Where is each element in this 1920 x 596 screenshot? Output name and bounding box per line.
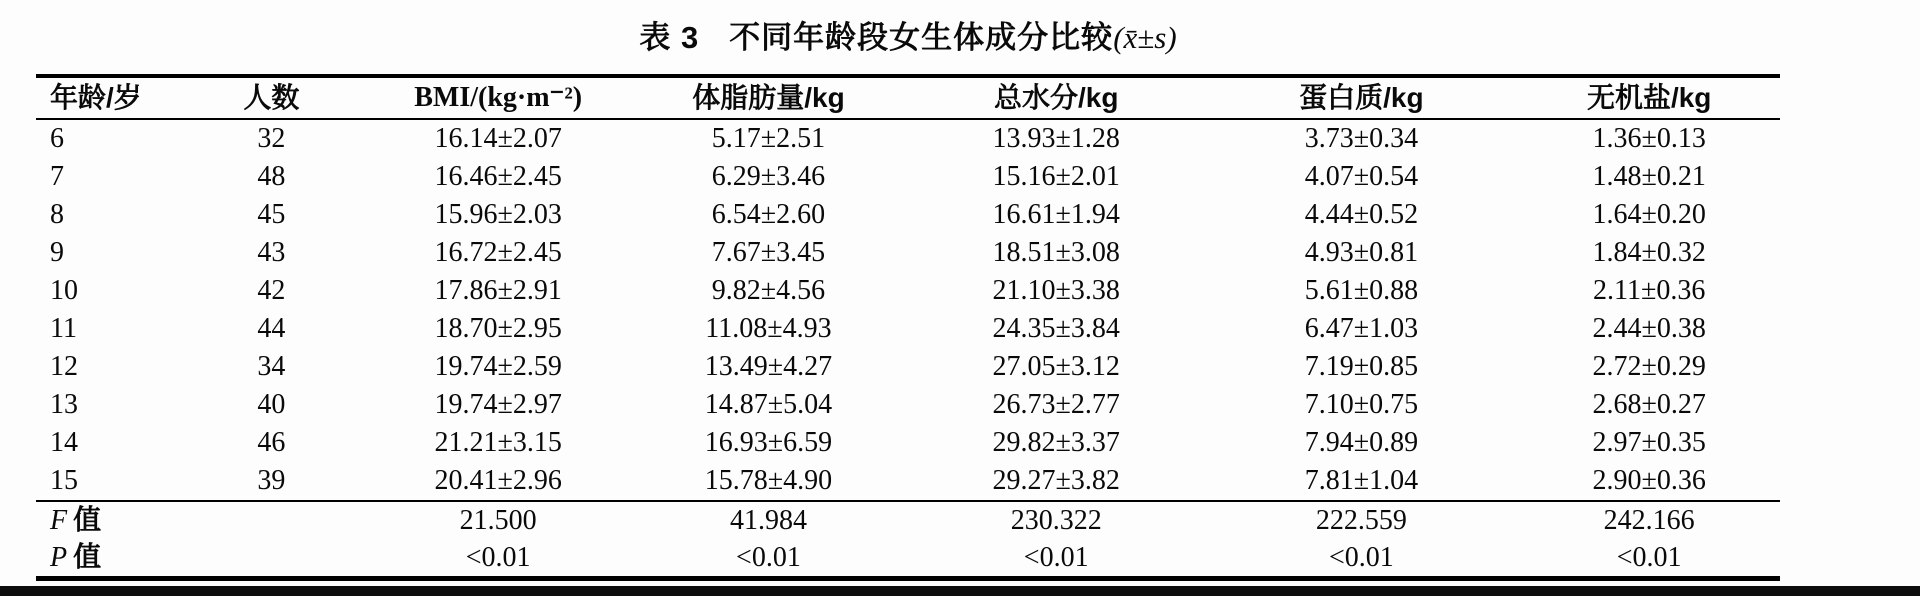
cell-water: 27.05±3.12 [992,351,1120,382]
cell-bodyfat: 7.67±3.45 [711,237,826,268]
cell-bodyfat: 13.49±4.27 [704,351,833,382]
cell-water: 26.73±2.77 [992,389,1120,420]
cell-water: 24.35±3.84 [992,313,1120,344]
cell-protein: 7.10±0.75 [1304,389,1419,420]
cell-protein: 6.47±1.03 [1304,313,1419,344]
col-header-age: 年龄/岁 [50,82,142,113]
cell-bodyfat: 6.54±2.60 [711,199,826,230]
cell-mineral: 2.97±0.35 [1592,427,1706,458]
cell-age: 6 [50,123,64,154]
cell-protein: 7.81±1.04 [1304,465,1419,496]
p-cell-mineral: <0.01 [1616,541,1682,573]
table-title-stat-notation: (x̄±s) [1113,20,1177,55]
cell-mineral: 1.48±0.21 [1592,161,1706,192]
p-cell-empty [176,539,368,579]
col-header-water: 总水分/kg [993,82,1119,113]
f-value-row [36,501,1780,539]
f-cell-empty [176,501,368,539]
cell-mineral: 2.44±0.38 [1592,313,1706,344]
p-cell-water: <0.01 [1023,541,1089,573]
cell-age: 11 [50,313,77,344]
table-row [36,310,1780,348]
f-cell-protein: 222.559 [1315,504,1407,536]
cell-count: 40 [257,389,286,420]
cell-mineral: 2.72±0.29 [1592,351,1706,382]
body-composition-table [36,74,1780,581]
cell-count: 39 [257,465,286,496]
p-value-row [36,539,1780,579]
col-header-bmi: BMI/(kg·m⁻²) [414,82,583,113]
cell-mineral: 1.36±0.13 [1592,123,1706,154]
cell-bodyfat: 11.08±4.93 [705,313,832,344]
cell-bmi: 16.72±2.45 [434,237,562,268]
cell-bmi: 16.46±2.45 [434,161,562,192]
cell-count: 32 [257,123,286,154]
table-title [36,12,1780,57]
cell-mineral: 1.64±0.20 [1592,199,1706,230]
cell-age: 7 [50,161,64,192]
cell-mineral: 2.90±0.36 [1592,465,1706,496]
cell-bmi: 18.70±2.95 [434,313,562,344]
p-cell-protein: <0.01 [1328,541,1394,573]
cell-water: 13.93±1.28 [992,123,1120,154]
cell-age: 15 [50,465,78,496]
cell-bmi: 17.86±2.91 [434,275,562,306]
cell-mineral: 2.68±0.27 [1592,389,1706,420]
cell-age: 9 [50,237,64,268]
f-symbol: F [50,505,68,536]
cell-mineral: 2.11±0.36 [1593,275,1706,306]
table-row [36,158,1780,196]
table-number-label: 表 3 [639,20,700,55]
table-row [36,272,1780,310]
cell-age: 10 [50,275,78,306]
cell-water: 29.82±3.37 [992,427,1120,458]
p-cell-bmi: <0.01 [465,541,531,573]
f-cell-water: 230.322 [1010,504,1102,536]
p-cell-bodyfat: <0.01 [736,541,801,573]
cell-protein: 4.07±0.54 [1304,161,1419,192]
cell-count: 48 [257,161,286,192]
cell-count: 45 [257,199,286,230]
cell-age: 12 [50,351,78,382]
cell-bmi: 15.96±2.03 [434,199,562,230]
cell-bodyfat: 14.87±5.04 [704,389,833,420]
header-row [36,76,1780,119]
cell-protein: 4.93±0.81 [1304,237,1419,268]
p-label-suffix: 值 [73,541,102,572]
cell-protein: 3.73±0.34 [1304,123,1419,154]
cell-bodyfat: 16.93±6.59 [704,427,833,458]
cell-bmi: 21.21±3.15 [434,427,562,458]
f-row-label [36,501,176,539]
col-header-count: 人数 [243,82,300,113]
cell-water: 15.16±2.01 [992,161,1120,192]
col-header-protein: 蛋白质/kg [1299,82,1424,113]
cell-count: 46 [257,427,286,458]
cell-bmi: 19.74±2.97 [434,389,562,420]
cell-bmi: 19.74±2.59 [434,351,562,382]
f-cell-bodyfat: 41.984 [729,504,807,536]
table-row [36,386,1780,424]
cell-protein: 7.19±0.85 [1304,351,1419,382]
cell-protein: 4.44±0.52 [1304,199,1419,230]
table-title-text: 不同年龄段女生体成分比较 [729,20,1114,55]
cell-bmi: 16.14±2.07 [434,123,562,154]
cell-protein: 5.61±0.88 [1304,275,1419,306]
table-row [36,462,1780,501]
cell-bmi: 20.41±2.96 [434,465,562,496]
cell-count: 34 [257,351,286,382]
cell-protein: 7.94±0.89 [1304,427,1419,458]
cell-bodyfat: 5.17±2.51 [711,123,826,154]
cell-water: 18.51±3.08 [992,237,1120,268]
cell-count: 43 [257,237,286,268]
cell-water: 29.27±3.82 [992,465,1120,496]
cell-bodyfat: 15.78±4.90 [704,465,833,496]
cell-bodyfat: 9.82±4.56 [711,275,826,306]
cell-water: 21.10±3.38 [992,275,1120,306]
cell-age: 13 [50,389,78,420]
cell-age: 8 [50,199,64,230]
cell-mineral: 1.84±0.32 [1592,237,1706,268]
col-header-bodyfat: 体脂肪量/kg [692,82,845,113]
table-row [36,348,1780,386]
p-row-label [36,539,176,579]
table-body [36,119,1780,501]
col-header-mineral: 无机盐/kg [1586,82,1712,113]
cell-bodyfat: 6.29±3.46 [711,161,826,192]
f-cell-bmi: 21.500 [459,504,537,536]
cell-count: 42 [257,275,286,306]
cell-water: 16.61±1.94 [992,199,1120,230]
p-symbol: P [50,542,68,573]
f-cell-mineral: 242.166 [1603,504,1695,536]
table-row [36,234,1780,272]
f-label-suffix: 值 [73,504,102,535]
cell-age: 14 [50,427,78,458]
table-row [36,119,1780,158]
table-row [36,196,1780,234]
cell-count: 44 [257,313,286,344]
table-row [36,424,1780,462]
scan-edge-bar [0,586,1920,596]
